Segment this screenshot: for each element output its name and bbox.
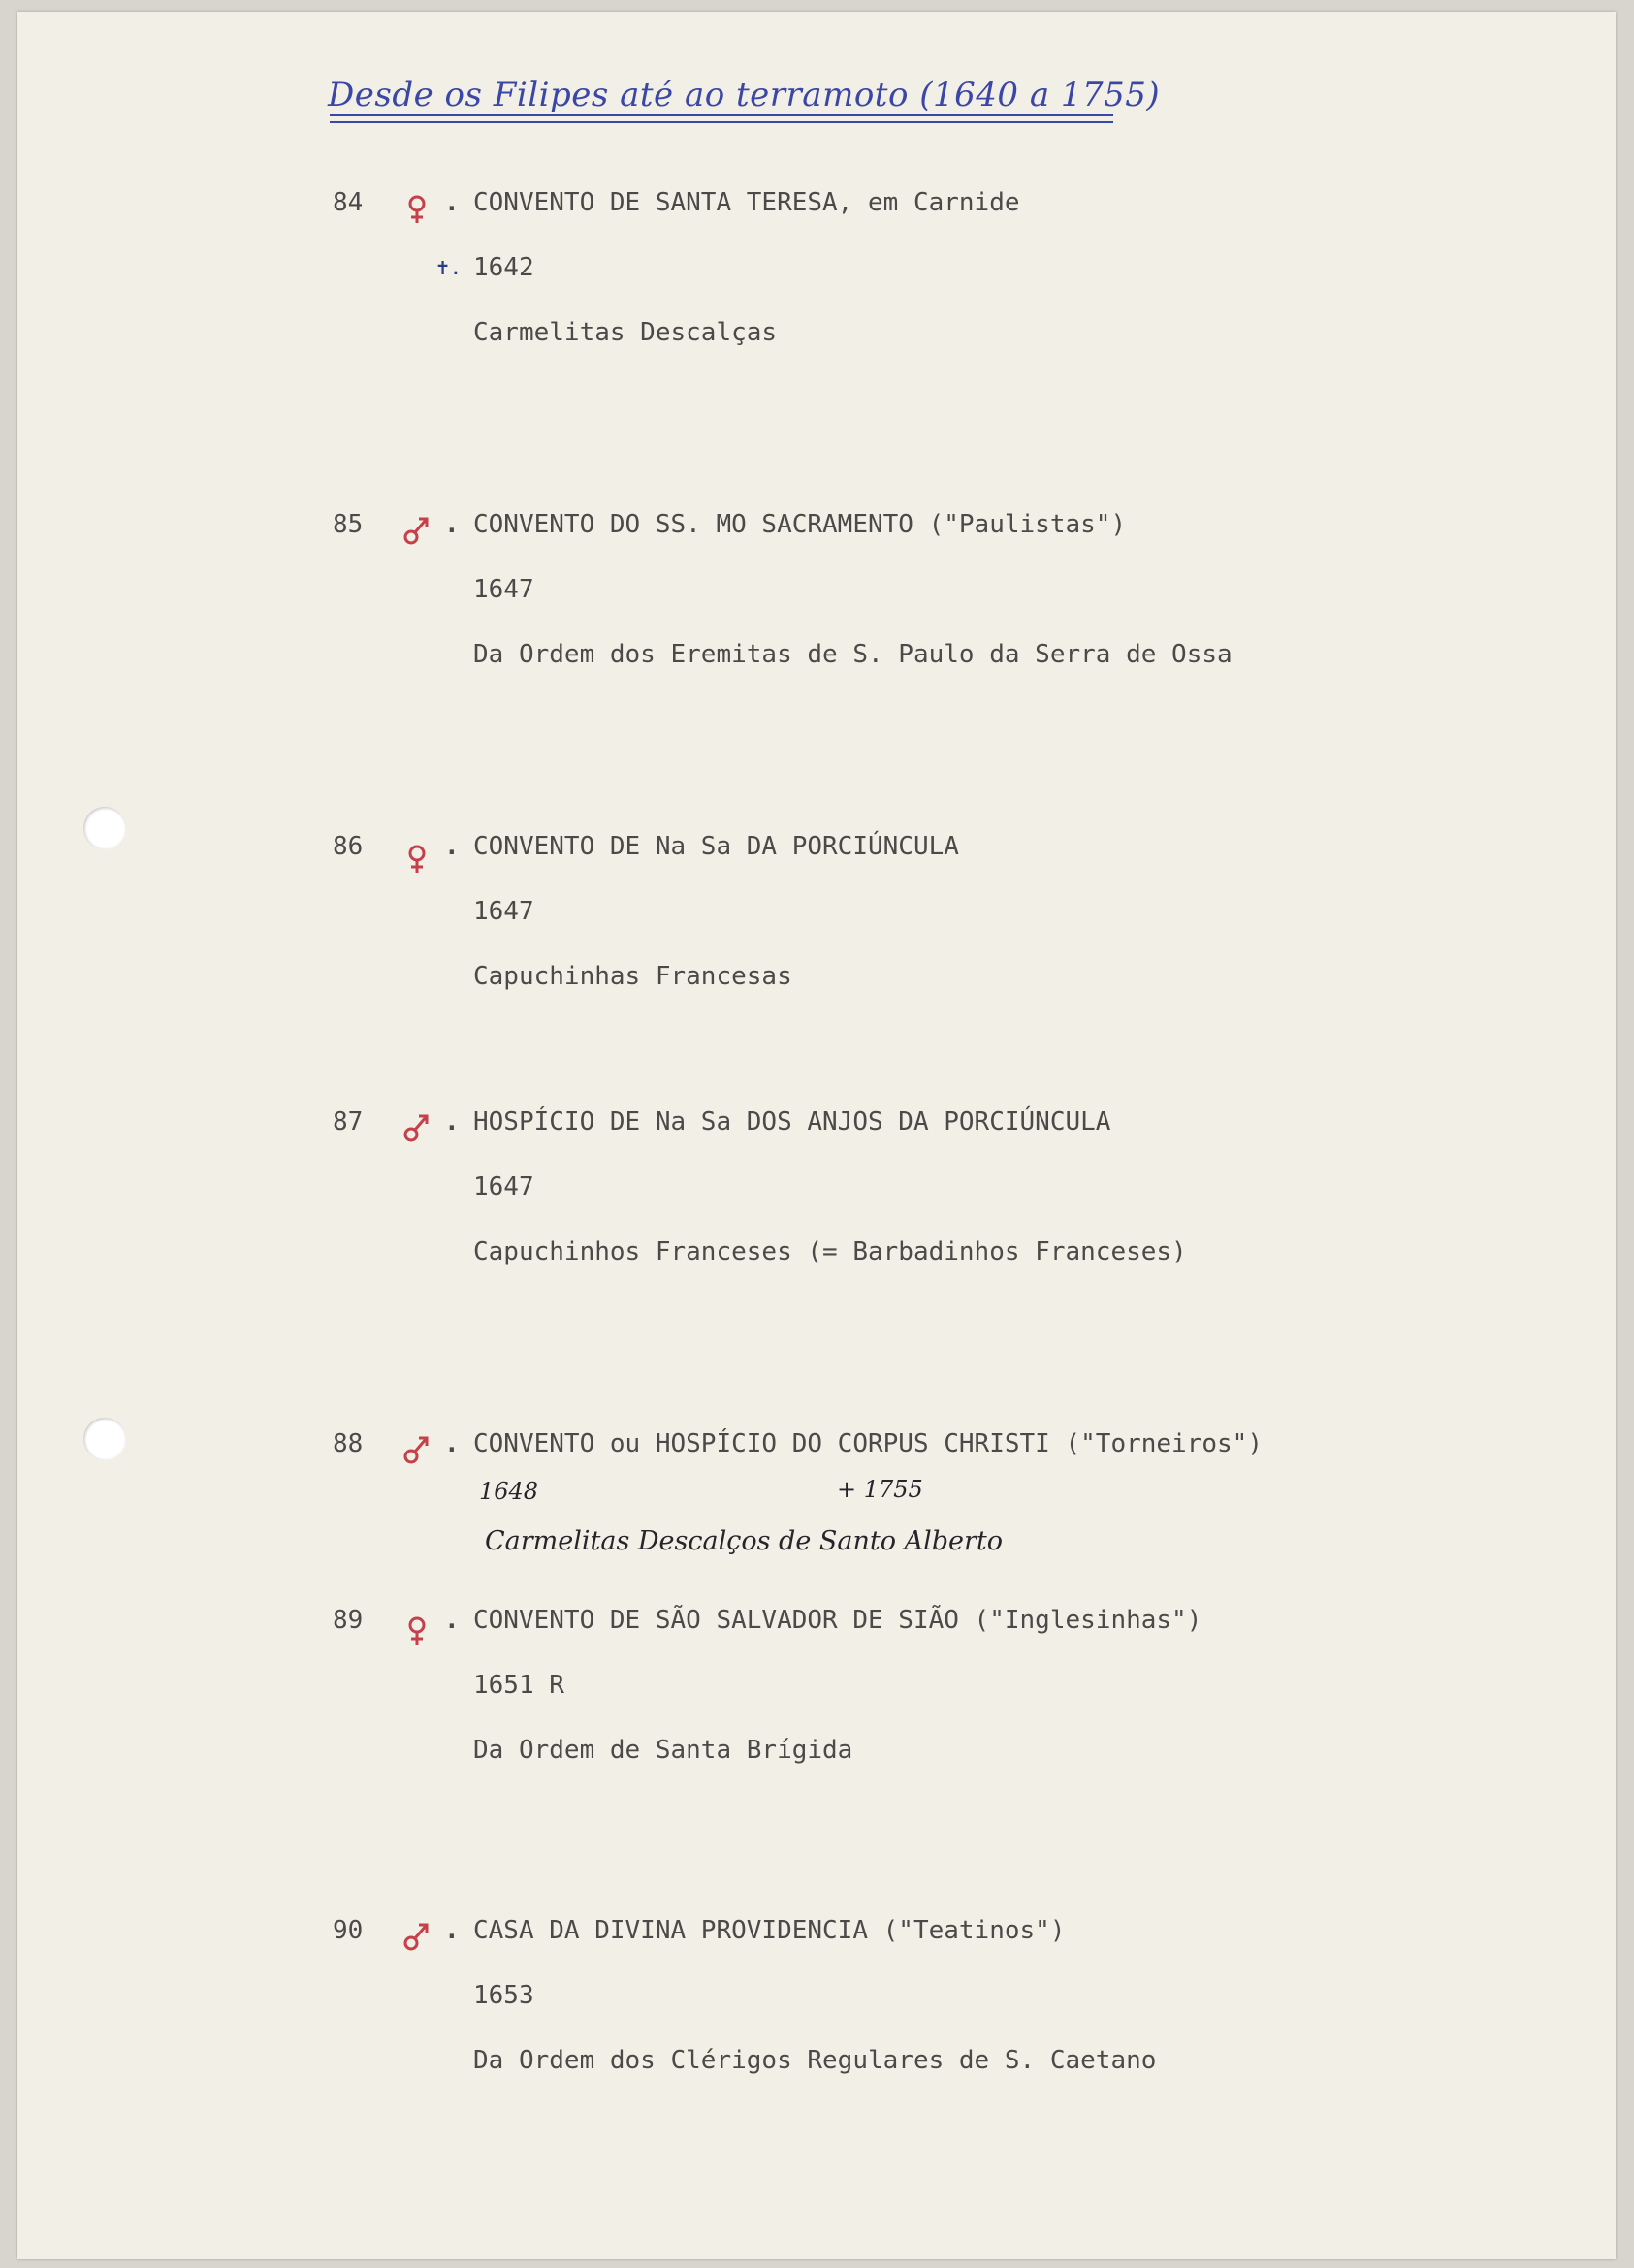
entry-title: HOSPÍCIO DE Na Sa DOS ANJOS DA PORCIÚNCULA [473, 1107, 1111, 1136]
entry-dot: . [444, 510, 460, 539]
entry-year: 1642 [473, 253, 534, 282]
female-symbol-icon [398, 192, 436, 227]
entry-dot: . [444, 1107, 460, 1136]
entry-year: 1647 [473, 1172, 534, 1201]
entry-title: CASA DA DIVINA PROVIDENCIA ("Teatinos") [473, 1916, 1066, 1945]
male-symbol-icon [398, 514, 436, 549]
entry-number: 89 [333, 1606, 364, 1635]
punch-hole-top [83, 807, 126, 849]
entry-title: CONVENTO DE SÃO SALVADOR DE SIÃO ("Inglesinhas") [473, 1606, 1202, 1635]
heading-underline [330, 114, 1113, 116]
male-symbol-icon [398, 1920, 436, 1955]
heading-underline-second [330, 121, 1113, 123]
entry-dot: . [444, 1606, 460, 1635]
entry-year: 1653 [473, 1981, 534, 2010]
male-symbol-icon [398, 1433, 436, 1468]
entry-order: Da Ordem dos Eremitas de S. Paulo da Serra de Ossa [473, 640, 1233, 669]
entry-dot: . [444, 188, 460, 217]
entry-order: Capuchinhas Francesas [473, 962, 792, 991]
female-symbol-icon [398, 1613, 436, 1648]
entry-order: Da Ordem de Santa Brígida [473, 1736, 853, 1765]
entry-number: 90 [333, 1916, 364, 1945]
male-symbol-icon [398, 1111, 436, 1146]
entry-number: 87 [333, 1107, 364, 1136]
entry-year: 1647 [473, 897, 534, 926]
cross-mark: ✝. [436, 256, 463, 280]
entry-title: CONVENTO DO SS. MO SACRAMENTO ("Paulistas") [473, 510, 1127, 539]
entry-dot: . [444, 1916, 460, 1945]
female-symbol-icon [398, 842, 436, 877]
entry-order-handwritten: Carmelitas Descalços de Santo Alberto [485, 1526, 1003, 1556]
punch-hole-bottom [83, 1418, 126, 1460]
entry-year: 1647 [473, 575, 534, 604]
entry-number: 86 [333, 832, 364, 861]
entry-order: Da Ordem dos Clérigos Regulares de S. Caetano [473, 2046, 1157, 2075]
entry-number: 88 [333, 1429, 364, 1458]
entry-year-handwritten: 1648 [479, 1478, 539, 1505]
entry-title: CONVENTO ou HOSPÍCIO DO CORPUS CHRISTI ("Torneiros") [473, 1429, 1263, 1458]
entry-order: Carmelitas Descalças [473, 318, 778, 347]
document-page [17, 12, 1616, 2259]
entry-year: 1651 R [473, 1671, 564, 1700]
entry-order: Capuchinhos Franceses (= Barbadinhos Franceses) [473, 1237, 1187, 1266]
entry-dot: . [444, 1429, 460, 1458]
entry-title: CONVENTO DE Na Sa DA PORCIÚNCULA [473, 832, 959, 861]
entry-dot: . [444, 832, 460, 861]
page-heading: Desde os Filipes até ao terramoto (1640 a 1755) [328, 76, 1161, 114]
entry-title: CONVENTO DE SANTA TERESA, em Carnide [473, 188, 1020, 217]
entry-number: 84 [333, 188, 364, 217]
entry-number: 85 [333, 510, 364, 539]
entry-year-end-handwritten: + 1755 [837, 1476, 923, 1503]
